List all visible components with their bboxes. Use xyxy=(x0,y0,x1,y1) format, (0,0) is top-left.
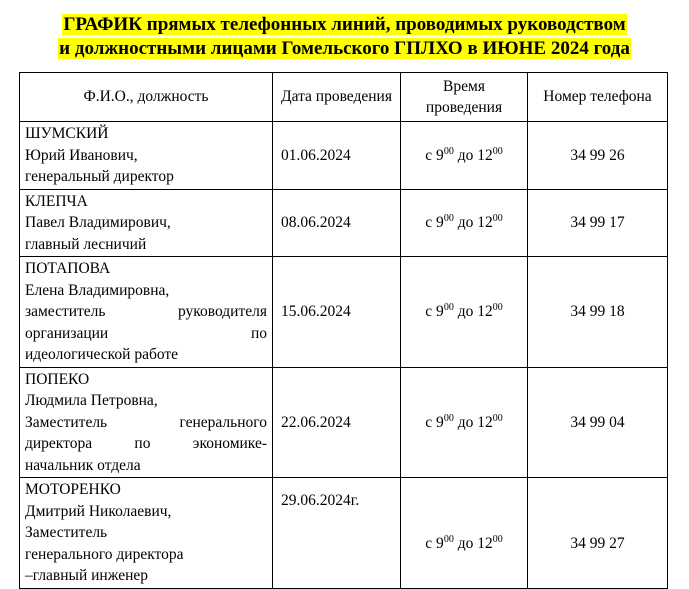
time-cell: с $9^{00}$ до $12^{00}$ xyxy=(401,257,528,368)
date-cell: 01.06.2024 xyxy=(273,122,401,190)
person-position: Заместитель xyxy=(25,524,108,541)
header-date: Дата проведения xyxy=(273,73,401,122)
table-row xyxy=(20,122,668,190)
person-cell xyxy=(20,122,273,190)
time-cell: с $9^{00}$ до $12^{00}$ xyxy=(401,367,528,478)
table-row xyxy=(20,478,668,589)
table-row xyxy=(20,189,668,257)
table-row xyxy=(20,257,668,368)
date-cell: 29.06.2024г. xyxy=(273,478,401,589)
phone-cell: 34 99 18 xyxy=(528,257,668,368)
person-position: идеологической работе xyxy=(25,346,179,363)
date-cell: 22.06.2024 xyxy=(273,367,401,478)
date-cell: 15.06.2024 xyxy=(273,257,401,368)
date-cell: 08.06.2024 xyxy=(273,189,401,257)
time-cell: с $9^{00}$ до $12^{00}$ xyxy=(401,478,528,589)
person-position: заместитель руководителя xyxy=(25,303,267,320)
person-cell xyxy=(20,367,273,478)
person-cell xyxy=(20,257,273,368)
person-given-name: Людмила Петровна, xyxy=(25,392,158,409)
person-surname: ПОТАПОВА xyxy=(25,260,111,277)
person-given-name: Юрий Иванович, xyxy=(25,146,138,164)
document-title xyxy=(0,13,689,61)
header-time: Время проведения xyxy=(401,73,528,122)
person-position: начальник отдела xyxy=(25,456,141,474)
person-position: главный лесничий xyxy=(25,235,147,253)
person-position: организации по xyxy=(25,324,267,342)
person-position: директора по экономике- xyxy=(25,435,267,452)
person-cell xyxy=(20,189,273,257)
schedule-table xyxy=(19,72,668,589)
person-surname: ШУМСКИЙ xyxy=(25,125,109,142)
person-given-name: Елена Владимировна, xyxy=(25,281,170,299)
person-surname: МОТОРЕНКО xyxy=(25,481,121,498)
table-header-row xyxy=(20,73,668,122)
person-position: генерального директора xyxy=(25,545,184,563)
person-position: –главный инженер xyxy=(25,567,149,584)
title-line-1: ГРАФИК прямых телефонных линий, проводимых руководством xyxy=(63,14,626,35)
person-given-name: Дмитрий Николаевич, xyxy=(25,502,172,520)
header-phone: Номер телефона xyxy=(528,73,668,122)
person-surname: КЛЕПЧА xyxy=(25,192,88,210)
title-line-2: и должностными лицами Гомельского ГПЛХО в ИЮНЕ 2024 года xyxy=(59,38,630,59)
person-surname: ПОПЕКО xyxy=(25,370,90,388)
phone-cell: 34 99 17 xyxy=(528,189,668,257)
time-cell: с $9^{00}$ до $12^{00}$ xyxy=(401,189,528,257)
phone-cell: 34 99 26 xyxy=(528,122,668,190)
time-cell: с $9^{00}$ до $12^{00}$ xyxy=(401,122,528,190)
person-position: генеральный директор xyxy=(25,168,174,185)
table-row xyxy=(20,367,668,478)
person-position: Заместитель генерального xyxy=(25,413,267,431)
phone-cell: 34 99 04 xyxy=(528,367,668,478)
header-name: Ф.И.О., должность xyxy=(20,73,273,122)
phone-cell: 34 99 27 xyxy=(528,478,668,589)
person-given-name: Павел Владимирович, xyxy=(25,214,171,231)
person-cell xyxy=(20,478,273,589)
